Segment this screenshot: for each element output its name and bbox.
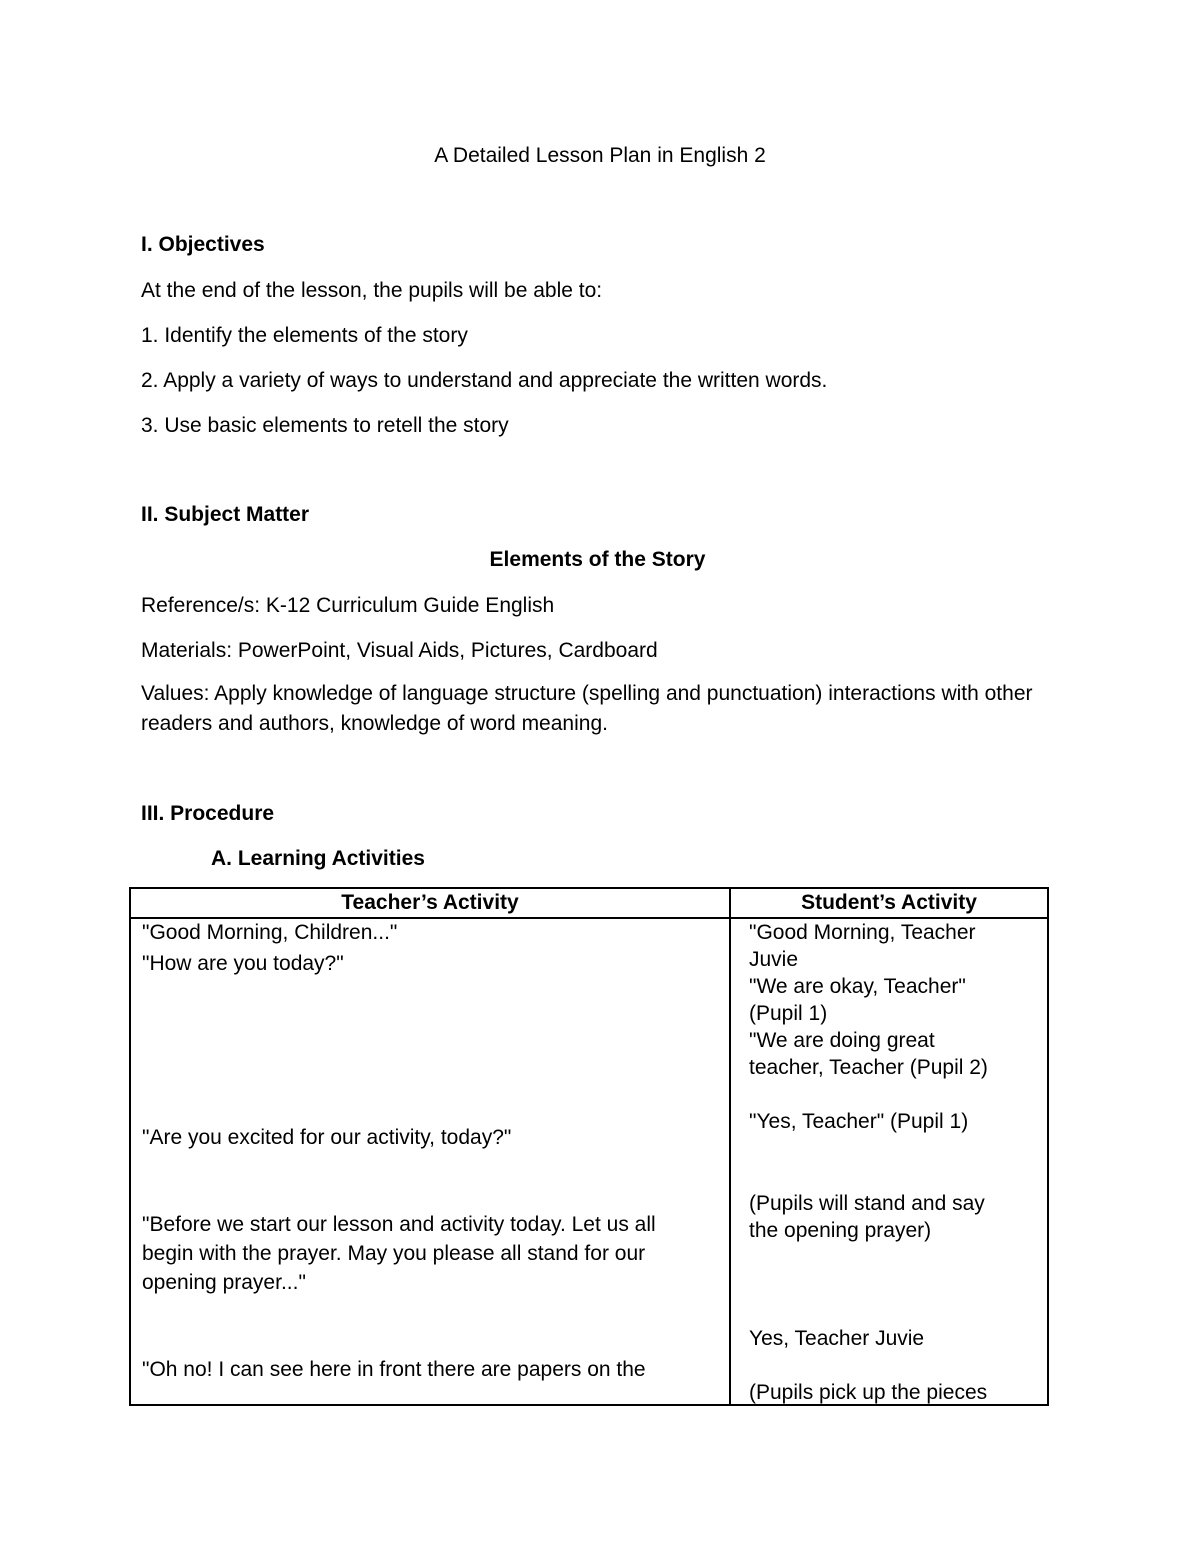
student-line: (Pupils will stand and say [749, 1192, 985, 1215]
teacher-line: opening prayer..." [142, 1271, 306, 1294]
student-line: "We are doing great [749, 1029, 935, 1052]
objective-item-2: 2. Apply a variety of ways to understand and appreciate the written words. [141, 369, 828, 392]
student-line: "We are okay, Teacher" [749, 975, 966, 998]
teacher-line: "Before we start our lesson and activity today. Let us all [142, 1213, 656, 1236]
student-line: "Good Morning, Teacher [749, 921, 976, 944]
student-line: teacher, Teacher (Pupil 2) [749, 1056, 988, 1079]
subject-topic: Elements of the Story [489, 548, 706, 571]
teacher-activity-header: Teacher’s Activity [130, 888, 730, 918]
procedure-heading: III. Procedure [141, 802, 275, 825]
table-row [130, 918, 1048, 1405]
student-line: the opening prayer) [749, 1219, 932, 1242]
teacher-line: "Good Morning, Children..." [142, 921, 398, 944]
reference-line: Reference/s: K-12 Curriculum Guide English [141, 594, 555, 617]
document-title: A Detailed Lesson Plan in English 2 [434, 144, 766, 167]
teacher-line: begin with the prayer. May you please all stand for our [142, 1242, 646, 1265]
objective-item-1: 1. Identify the elements of the story [141, 324, 468, 347]
teacher-line: "Are you excited for our activity, today?" [142, 1126, 512, 1149]
student-activity-cell [730, 918, 1048, 1405]
student-line: (Pupil 1) [749, 1002, 828, 1025]
materials-line: Materials: PowerPoint, Visual Aids, Pictures, Cardboard [141, 639, 658, 662]
student-line: Yes, Teacher Juvie [749, 1327, 925, 1350]
student-activity-header: Student’s Activity [730, 888, 1048, 918]
objectives-intro: At the end of the lesson, the pupils will be able to: [141, 279, 603, 302]
teacher-activity-cell [130, 918, 730, 1405]
values-paragraph: Values: Apply knowledge of language structure (spelling and punctuation) interactions with other readers and authors, knowledge of word meaning. [141, 682, 1033, 735]
objectives-heading: I. Objectives [141, 233, 265, 256]
student-line: (Pupils pick up the pieces [749, 1381, 988, 1404]
teacher-line: "Oh no! I can see here in front there are papers on the [142, 1358, 646, 1381]
student-line: Juvie [749, 948, 799, 971]
activities-table [129, 887, 1049, 1406]
objective-item-3: 3. Use basic elements to retell the story [141, 414, 509, 437]
teacher-line: "How are you today?" [142, 952, 344, 975]
learning-activities-heading: A. Learning Activities [211, 847, 425, 870]
subject-matter-heading: II. Subject Matter [141, 503, 310, 526]
student-line: "Yes, Teacher" (Pupil 1) [749, 1110, 969, 1133]
table-header-row [130, 888, 1048, 918]
